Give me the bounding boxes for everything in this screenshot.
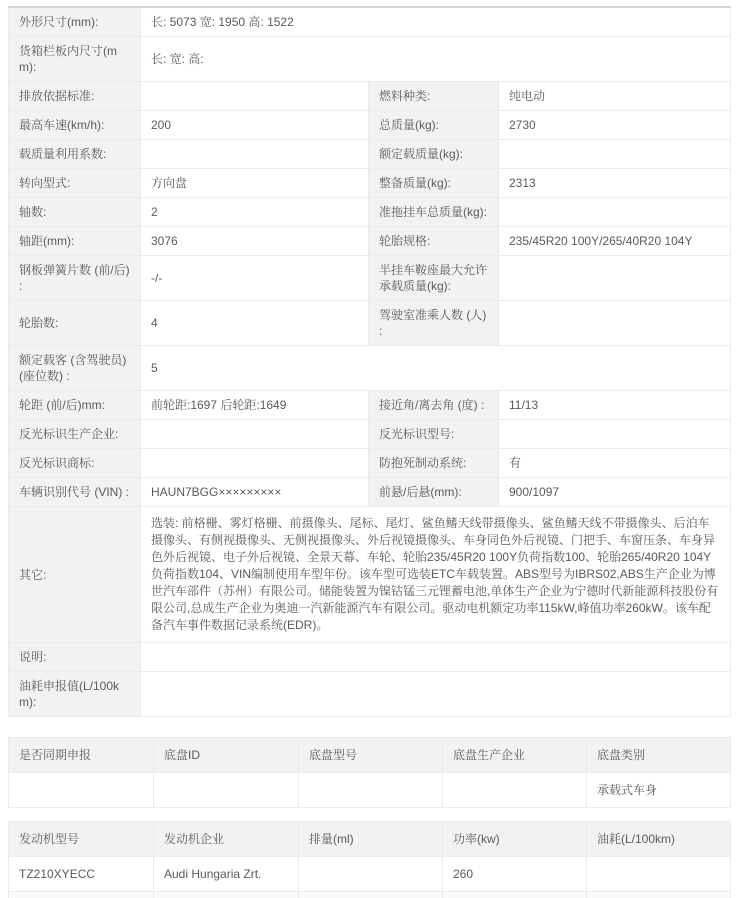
main-spec-table bbox=[8, 6, 731, 717]
table-gap bbox=[8, 717, 730, 737]
engine-cell bbox=[587, 857, 731, 892]
spec-value: 11/13 bbox=[499, 391, 731, 420]
spec-label: 额定载质量(kg): bbox=[369, 140, 499, 169]
spec-value bbox=[499, 256, 731, 301]
table-row bbox=[9, 111, 731, 140]
partial-cell bbox=[9, 892, 154, 898]
spec-value bbox=[141, 140, 369, 169]
table-gap bbox=[8, 808, 730, 821]
table-row bbox=[9, 420, 731, 449]
spec-value: 纯电动 bbox=[499, 82, 731, 111]
spec-label: 货箱栏板内尺寸(mm): bbox=[9, 37, 141, 82]
spec-label: 反光标识型号: bbox=[369, 420, 499, 449]
partial-cell bbox=[154, 892, 299, 898]
spec-label: 排放依据标准: bbox=[9, 82, 141, 111]
spec-value: -/- bbox=[141, 256, 369, 301]
spec-value bbox=[499, 198, 731, 227]
spec-value bbox=[141, 672, 731, 717]
partial-cell bbox=[587, 892, 731, 898]
partial-cell bbox=[299, 892, 443, 898]
spec-value bbox=[141, 420, 369, 449]
spec-value bbox=[499, 140, 731, 169]
chassis-header: 底盘型号 bbox=[299, 738, 443, 773]
engine-cell: Audi Hungaria Zrt. bbox=[154, 857, 299, 892]
chassis-header: 底盘类别 bbox=[587, 738, 731, 773]
table-row bbox=[9, 37, 731, 82]
spec-value: 长: 5073 宽: 1950 高: 1522 bbox=[141, 7, 731, 37]
spec-label: 轮胎数: bbox=[9, 301, 141, 346]
engine-cell: TZ210XYECC bbox=[9, 857, 154, 892]
spec-value: 900/1097 bbox=[499, 478, 731, 507]
spec-label: 说明: bbox=[9, 643, 141, 672]
spec-value bbox=[141, 449, 369, 478]
spec-value: 2 bbox=[141, 198, 369, 227]
spec-value: 有 bbox=[499, 449, 731, 478]
engine-header: 功率(kw) bbox=[443, 822, 587, 857]
spec-value: 5 bbox=[141, 346, 731, 391]
engine-table bbox=[8, 821, 731, 898]
spec-value: 前轮距:1697 后轮距:1649 bbox=[141, 391, 369, 420]
spec-label: 车辆识别代号 (VIN) : bbox=[9, 478, 141, 507]
spec-label: 油耗申报值(L/100km): bbox=[9, 672, 141, 717]
spec-label: 接近角/离去角 (度) : bbox=[369, 391, 499, 420]
spec-label: 钢板弹簧片数 (前/后) : bbox=[9, 256, 141, 301]
table-row bbox=[9, 140, 731, 169]
table-row bbox=[9, 301, 731, 346]
partial-cell bbox=[443, 892, 587, 898]
chassis-table bbox=[8, 737, 731, 808]
chassis-header: 是否同期申报 bbox=[9, 738, 154, 773]
table-row bbox=[9, 346, 731, 391]
spec-label: 总质量(kg): bbox=[369, 111, 499, 140]
spec-value bbox=[141, 643, 731, 672]
table-row bbox=[9, 391, 731, 420]
spec-value: 3076 bbox=[141, 227, 369, 256]
chassis-header: 底盘生产企业 bbox=[443, 738, 587, 773]
spec-label: 防抱死制动系统: bbox=[369, 449, 499, 478]
table-row bbox=[9, 227, 731, 256]
spec-label: 轴距(mm): bbox=[9, 227, 141, 256]
spec-label: 最高车速(km/h): bbox=[9, 111, 141, 140]
spec-label: 转向型式: bbox=[9, 169, 141, 198]
spec-label: 燃料种类: bbox=[369, 82, 499, 111]
table-row bbox=[9, 169, 731, 198]
chassis-cell bbox=[299, 773, 443, 808]
spec-label: 驾驶室准乘人数 (人) : bbox=[369, 301, 499, 346]
spec-value: 长: 宽: 高: bbox=[141, 37, 731, 82]
table-row bbox=[9, 643, 731, 672]
spec-value: 2730 bbox=[499, 111, 731, 140]
chassis-header: 底盘ID bbox=[154, 738, 299, 773]
table-row bbox=[9, 507, 731, 643]
spec-value: 2313 bbox=[499, 169, 731, 198]
spec-value: 200 bbox=[141, 111, 369, 140]
spec-value-other: 选装: 前格栅、雾灯格栅、前摄像头、尾标、尾灯、鲨鱼鳍天线带摄像头、鲨鱼鳍天线不带摄像头、后泊车摄像头、有侧视摄像头、无侧视摄像头、外后视镜摄像头、车身同色外后视镜、门把手、车窗压条、车身异色外后视镜、电子外后视镜、全景天幕、车轮、轮胎235/45R20 100Y负荷指数100、轮胎265/40R20 104Y负荷指数104、VIN编制使用车型年份。该车型可选装ETC车载装置。ABS型号为IBRS02,ABS生产企业为博世汽车部件（苏州）有限公司。储能装置为镍钴锰三元锂蓄电池,单体生产企业为宁德时代新能源科技股份有限公司,总成生产企业为奥迪一汽新能源汽车有限公司。驱动电机额定功率115kW,峰值功率260kW。该车配备汽车事件数据记录系统(EDR)。 bbox=[141, 507, 731, 643]
chassis-cell: 承载式车身 bbox=[587, 773, 731, 808]
table-row bbox=[9, 857, 731, 892]
spec-label: 准拖挂车总质量(kg): bbox=[369, 198, 499, 227]
spec-label: 半挂车鞍座最大允许承载质量(kg): bbox=[369, 256, 499, 301]
spec-label: 载质量利用系数: bbox=[9, 140, 141, 169]
engine-cell bbox=[299, 857, 443, 892]
chassis-cell bbox=[154, 773, 299, 808]
table-row bbox=[9, 773, 731, 808]
chassis-cell bbox=[443, 773, 587, 808]
engine-header: 油耗(L/100km) bbox=[587, 822, 731, 857]
spec-label: 外形尺寸(mm): bbox=[9, 7, 141, 37]
spec-value: 方向盘 bbox=[141, 169, 369, 198]
spec-value: HAUN7BGG××××××××× bbox=[141, 478, 369, 507]
table-row bbox=[9, 256, 731, 301]
table-row-partial bbox=[9, 892, 731, 898]
spec-value: 235/45R20 100Y/265/40R20 104Y bbox=[499, 227, 731, 256]
table-row bbox=[9, 738, 731, 773]
table-row bbox=[9, 478, 731, 507]
engine-header: 发动机企业 bbox=[154, 822, 299, 857]
spec-label: 反光标识生产企业: bbox=[9, 420, 141, 449]
table-row bbox=[9, 822, 731, 857]
engine-cell: 260 bbox=[443, 857, 587, 892]
spec-label: 轴数: bbox=[9, 198, 141, 227]
table-row bbox=[9, 449, 731, 478]
spec-label: 整备质量(kg): bbox=[369, 169, 499, 198]
table-row bbox=[9, 672, 731, 717]
spec-label: 轮距 (前/后)mm: bbox=[9, 391, 141, 420]
table-row bbox=[9, 7, 731, 37]
table-row bbox=[9, 82, 731, 111]
spec-label: 其它: bbox=[9, 507, 141, 643]
spec-value: 4 bbox=[141, 301, 369, 346]
engine-header: 发动机型号 bbox=[9, 822, 154, 857]
spec-value bbox=[499, 420, 731, 449]
spec-label: 反光标识商标: bbox=[9, 449, 141, 478]
engine-header: 排量(ml) bbox=[299, 822, 443, 857]
spec-label: 轮胎规格: bbox=[369, 227, 499, 256]
chassis-cell bbox=[9, 773, 154, 808]
spec-value bbox=[141, 82, 369, 111]
spec-value bbox=[499, 301, 731, 346]
table-row bbox=[9, 198, 731, 227]
spec-label: 额定载客 (含驾驶员) (座位数) : bbox=[9, 346, 141, 391]
spec-label: 前悬/后悬(mm): bbox=[369, 478, 499, 507]
